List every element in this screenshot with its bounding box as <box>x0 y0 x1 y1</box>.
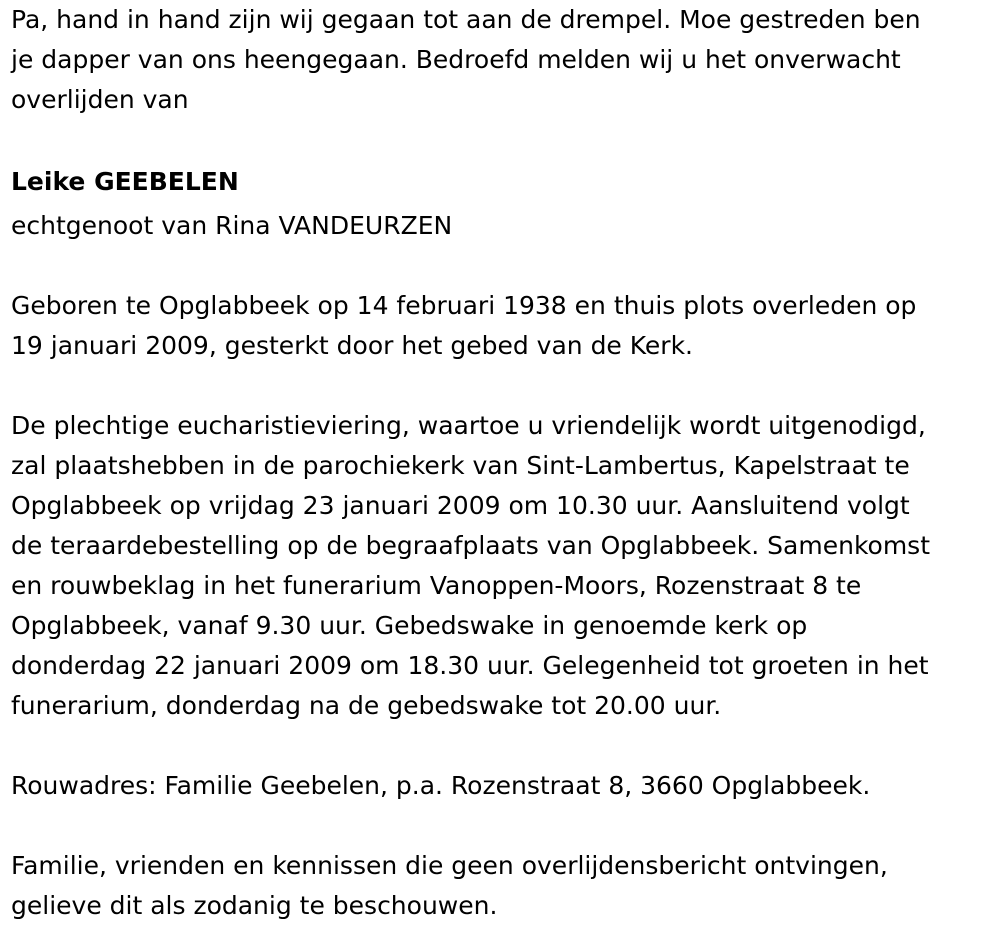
birth-death-paragraph: Geboren te Opglabbeek op 14 februari 1938 en thuis plots overleden op 19 januari 2009, gesterkt door het gebed van de Kerk. <box>11 291 917 360</box>
spacer <box>11 806 996 846</box>
intro-paragraph: Pa, hand in hand zijn wij gegaan tot aan de drempel. Moe gestreden ben je dapper van ons heengegaan. Bedroefd melden wij u het onverwacht overlijden van <box>11 5 921 114</box>
address-paragraph: Rouwadres: Familie Geebelen, p.a. Rozenstraat 8, 3660 Opglabbeek. <box>11 771 871 800</box>
ceremony-paragraph: De plechtige eucharistieviering, waartoe u vriendelijk wordt uitgenodigd, zal plaatshebben in de parochiekerk van Sint-Lambertus, Kapelstraat te Opglabbeek op vrijdag 23 januari 2009 om 10.30 uur. Aansluitend volgt de teraardebestelling op de begraafplaats van Opglabbeek. Samenkomst en rouwbeklag in het funerarium Vanoppen-Moors, Rozenstraat 8 te Opglabbeek, vanaf 9.30 uur. Gebedswake in genoemde kerk op donderdag 22 januari 2009 om 18.30 uur. Gelegenheid tot groeten in het funerarium, donderdag na de gebedswake tot 20.00 uur. <box>11 411 931 720</box>
spacer <box>11 366 996 406</box>
spacer <box>11 726 996 766</box>
spacer <box>11 246 996 286</box>
obituary-notice <box>11 0 996 926</box>
spouse-line: echtgenoot van Rina VANDEURZEN <box>11 211 453 240</box>
closing-paragraph: Familie, vrienden en kennissen die geen overlijdensbericht ontvingen, gelieve dit als zodanig te beschouwen. <box>11 851 888 920</box>
deceased-name: Leike GEEBELEN <box>11 167 239 196</box>
spacer <box>11 120 996 160</box>
